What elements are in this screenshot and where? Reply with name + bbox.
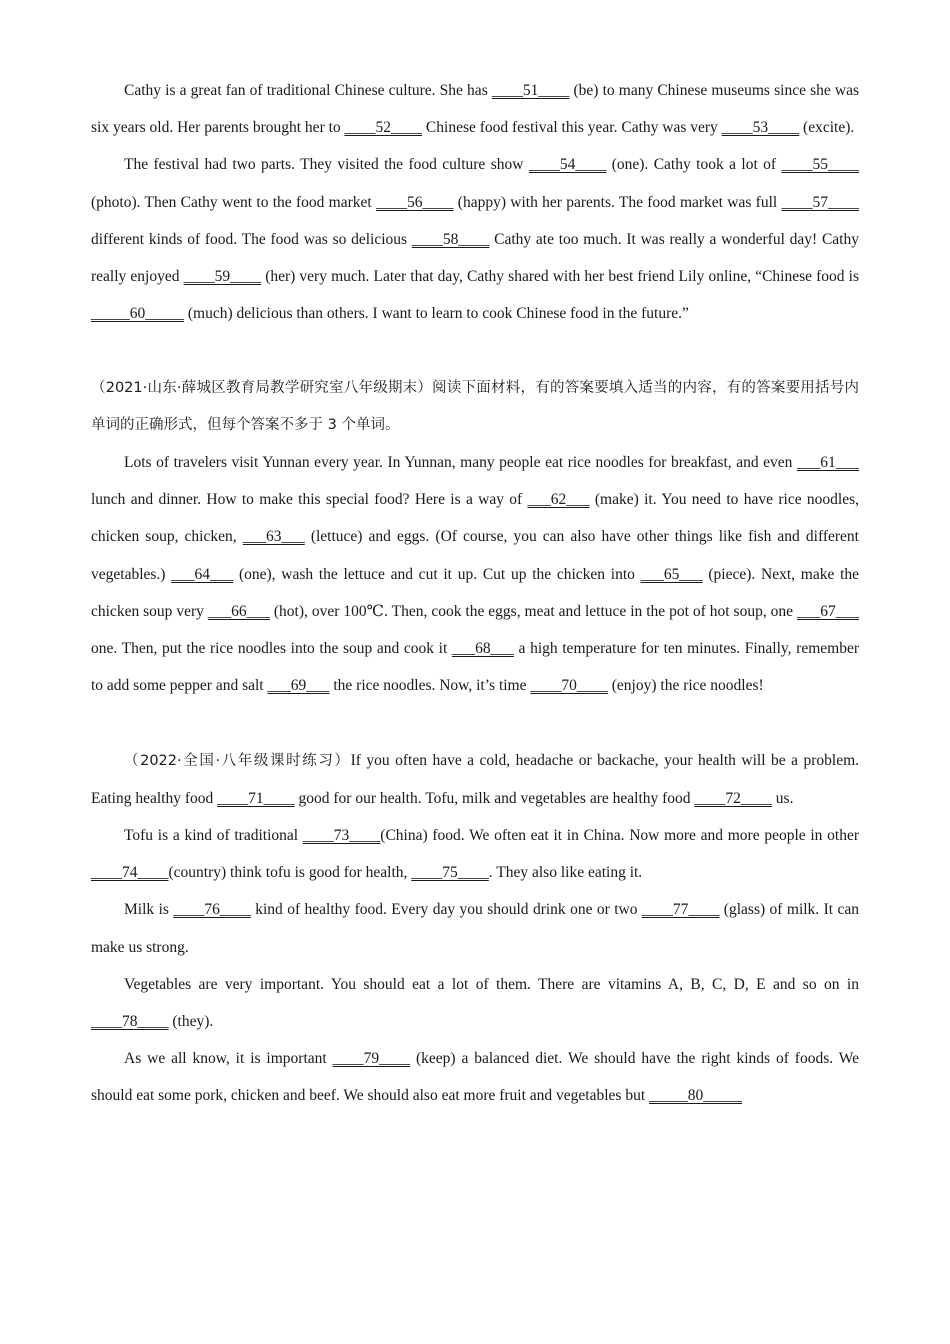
- passage-3-paragraph-5: [91, 1040, 859, 1114]
- passage-2-paragraph-1: [91, 444, 859, 704]
- section-spacer: [91, 332, 859, 369]
- text-run: (excite).: [799, 119, 855, 137]
- answer-blank: _____80_____: [649, 1087, 743, 1105]
- text-run: (be) to many Chinese museums since she was six years old. Her parents brought her to: [91, 82, 859, 137]
- answer-blank: ____78____: [91, 1013, 169, 1031]
- answer-blank: ___64___: [171, 565, 234, 583]
- answer-blank: ____54____: [528, 156, 607, 174]
- text-run: one. Then, put the rice noodles into the soup and cook it: [91, 640, 452, 658]
- section-spacer: [91, 704, 859, 741]
- text-run: (happy) with her parents. The food market was full: [453, 193, 782, 211]
- text-run: Chinese food festival this year. Cathy was very: [422, 119, 722, 137]
- answer-blank: ____53____: [721, 119, 800, 137]
- answer-blank: ____75____: [411, 864, 489, 882]
- answer-blank: ___68___: [451, 640, 514, 658]
- text-run: good for our health. Tofu, milk and vegetables are healthy food: [294, 789, 695, 807]
- answer-blank: ___65___: [640, 565, 703, 583]
- answer-blank: ____56____: [376, 193, 454, 211]
- text-run: lunch and dinner. How to make this special food? Here is a way of: [91, 491, 528, 509]
- answer-blank: ____59____: [183, 268, 262, 286]
- text-run: the rice noodles. Now, it’s time: [329, 677, 531, 695]
- answer-blank: ___63___: [242, 528, 305, 546]
- text-run: different kinds of food. The food was so delicious: [91, 230, 412, 248]
- answer-blank: ____74____: [91, 864, 169, 882]
- text-run: (piece). Next, make the chicken soup very: [91, 565, 860, 620]
- text-run: . They also like eating it.: [488, 864, 643, 882]
- text-run: (China) food. We often eat it in China. Now more and more people in other: [380, 827, 859, 845]
- answer-blank: ____72____: [694, 789, 772, 807]
- passage-3-paragraph-2: [91, 817, 859, 891]
- source-citation: （2022·全国·八年级课时练习）: [124, 752, 351, 769]
- answer-blank: ____79____: [332, 1050, 411, 1068]
- answer-blank: ___69___: [267, 677, 330, 695]
- document-page: [91, 72, 859, 1115]
- answer-blank: ____76____: [173, 901, 251, 919]
- text-run: (make) it. You need to have rice noodles, chicken soup, chicken,: [91, 491, 859, 546]
- answer-blank: ___66___: [207, 602, 270, 620]
- answer-blank: ____57____: [781, 193, 859, 211]
- passage-1-paragraph-1: [91, 72, 859, 146]
- passage-2-intro: （2021·山东·薛城区教育局教学研究室八年级期末）阅读下面材料，有的答案要填入适当的内容，有的答案要用括号内单词的正确形式，但每个答案不多于 3 个单词。: [91, 379, 859, 433]
- answer-blank: ____51____: [491, 82, 570, 99]
- answer-blank: ____58____: [411, 230, 490, 248]
- text-run: (hot), over 100℃. Then, cook the eggs, meat and lettuce in the pot of hot soup, one: [269, 602, 797, 620]
- text-run: (enjoy) the rice noodles!: [607, 677, 764, 695]
- answer-blank: _____60_____: [91, 305, 184, 323]
- passage-2: [91, 370, 859, 705]
- text-run: (keep) a balanced diet. We should have the right kinds of foods. We should eat some pork, chicken and beef. We should also eat more fruit and vegetables but: [91, 1050, 859, 1105]
- answer-blank: ___62___: [527, 491, 590, 509]
- answer-blank: ___67___: [797, 602, 859, 620]
- answer-blank: ____71____: [217, 789, 295, 807]
- answer-blank: ____73____: [302, 827, 381, 845]
- answer-blank: ____52____: [344, 119, 423, 137]
- passage-3-paragraph-3: [91, 891, 859, 965]
- passage-1-paragraph-2: [91, 146, 859, 332]
- passage-3: [91, 742, 859, 1115]
- text-run: Cathy is a great fan of traditional Chinese culture. She has: [124, 82, 492, 99]
- text-run: (country) think tofu is good for health,: [168, 864, 412, 882]
- text-run: us.: [771, 789, 794, 807]
- text-run: (glass) of milk. It can make us strong.: [91, 901, 859, 956]
- text-run: (one), wash the lettuce and cut it up. Cut up the chicken into: [233, 565, 641, 583]
- passage-1: [91, 72, 859, 332]
- text-run: (one). Cathy took a lot of: [606, 156, 782, 174]
- text-run: (her) very much. Later that day, Cathy shared with her best friend Lily online, “Chinese food is: [261, 268, 859, 286]
- answer-blank: ____77____: [641, 901, 720, 919]
- passage-3-paragraph-1: [91, 742, 859, 817]
- text-run: a high temperature for ten minutes. Finally, remember to add some pepper and salt: [91, 640, 859, 695]
- passage-3-paragraph-4: [91, 966, 859, 1040]
- text-run: Milk is: [124, 901, 174, 919]
- text-run: Vegetables are very important. You should eat a lot of them. There are vitamins A, B, C, D, E and so on in: [124, 975, 859, 993]
- text-run: (they).: [168, 1013, 214, 1031]
- answer-blank: ____70____: [530, 677, 608, 695]
- answer-blank: ____55____: [781, 156, 859, 174]
- text-run: Lots of travelers visit Yunnan every year. In Yunnan, many people eat rice noodles for breakfast, and even: [124, 454, 797, 472]
- text-run: As we all know, it is important: [124, 1050, 333, 1068]
- answer-blank: ___61___: [797, 454, 859, 472]
- text-run: kind of healthy food. Every day you should drink one or two: [250, 901, 642, 919]
- text-run: (much) delicious than others. I want to learn to cook Chinese food in the future.”: [184, 305, 689, 323]
- text-run: (photo). Then Cathy went to the food market: [91, 193, 376, 211]
- text-run: (lettuce) and eggs. (Of course, you can also have other things like fish and different vegetables.): [91, 528, 859, 583]
- text-run: Tofu is a kind of traditional: [124, 827, 303, 845]
- text-run: If you often have a cold, headache or backache, your health will be a problem. Eating healthy food: [91, 751, 859, 807]
- text-run: Cathy ate too much. It was really a wonderful day! Cathy really enjoyed: [91, 230, 859, 286]
- text-run: The festival had two parts. They visited the food culture show: [124, 156, 529, 174]
